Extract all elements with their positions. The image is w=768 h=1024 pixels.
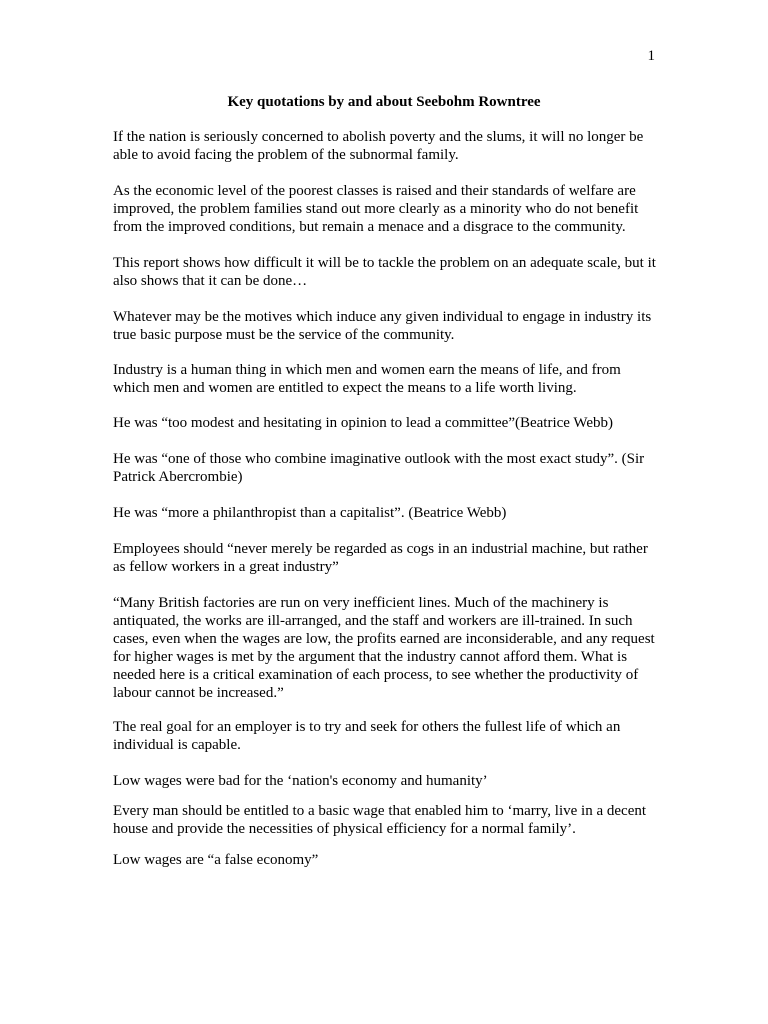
quote-paragraph: He was “too modest and hesitating in opinion to lead a committee”(Beatrice Webb) [113,415,614,431]
page-number: 1 [647,48,655,64]
quote-paragraph: He was “one of those who combine imaginative outlook with the most exact study”. (Sir Patrick Abercrombie) [113,451,645,485]
quote-paragraph: Every man should be entitled to a basic wage that enabled him to ‘marry, live in a decent house and provide the necessities of physical efficiency for a normal family’. [113,803,647,837]
quote-paragraph: Industry is a human thing in which men and women earn the means of life, and from which men and women are entitled to expect the means to a life worth living. [113,362,621,396]
quote-paragraph: Low wages were bad for the ‘nation's economy and humanity’ [113,773,488,789]
quote-paragraph: “Many British factories are run on very inefficient lines. Much of the machinery is antiquated, the works are ill-arranged, and the staff and workers are ill-trained. In such cases, even when the wages are low, the profits earned are inconsiderable, and any request for higher wages is met by the argument that the industry cannot afford them. What is needed here is a critical examination of each process, to see whether the productivity of labour cannot be increased.” [113,595,655,701]
quote-paragraph: As the economic level of the poorest classes is raised and their standards of welfare are improved, the problem families stand out more clearly as a minority who do not benefit from the improved conditions, but remain a menace and a disgrace to the community. [113,183,639,235]
page-title: Key quotations by and about Seebohm Rowntree [227,94,541,110]
quote-paragraph: Whatever may be the motives which induce any given individual to engage in industry its true basic purpose must be the service of the community. [113,309,652,343]
quote-paragraph: Low wages are “a false economy” [113,852,319,868]
quote-paragraph: If the nation is seriously concerned to abolish poverty and the slums, it will no longer be able to avoid facing the problem of the subnormal family. [113,129,644,163]
quote-paragraph: This report shows how difficult it will be to tackle the problem on an adequate scale, but it also shows that it can be done… [113,255,656,289]
quote-paragraph: He was “more a philanthropist than a capitalist”. (Beatrice Webb) [113,505,507,521]
quote-paragraph: Employees should “never merely be regarded as cogs in an industrial machine, but rather as fellow workers in a great industry” [113,541,648,575]
quote-paragraph: The real goal for an employer is to try and seek for others the fullest life of which an individual is capable. [113,719,621,753]
